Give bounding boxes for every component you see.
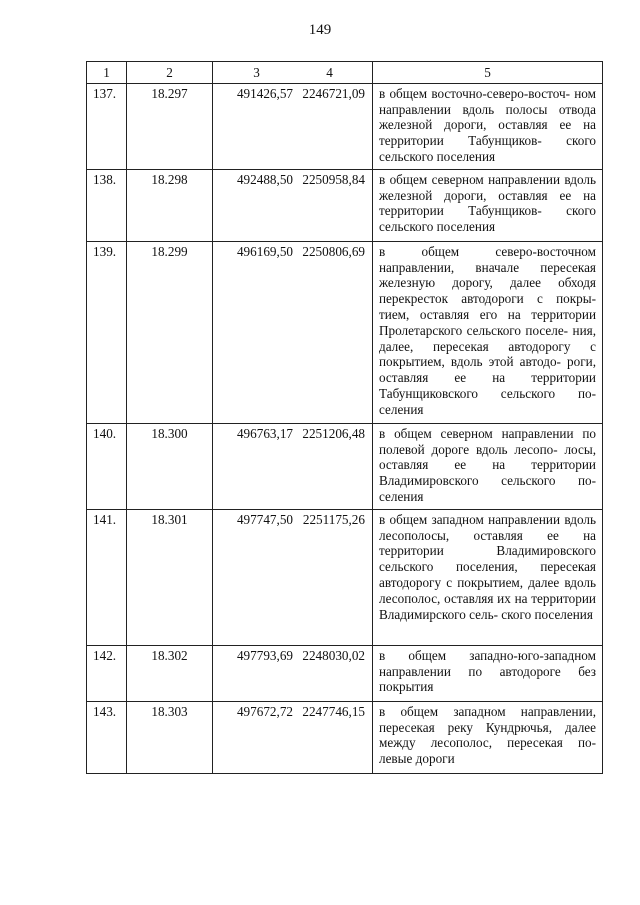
coord-y: 2247746,15	[302, 703, 365, 719]
row-number: 137.	[87, 83, 127, 169]
coord-y: 2250958,84	[302, 171, 365, 187]
table-header-row	[87, 62, 603, 84]
point-id: 18.298	[127, 169, 213, 241]
route-description: в общем северном направлении вдоль железной дороги, оставляя ее на территории Табунщиков- ского сельского поселения	[373, 169, 603, 241]
table-row	[87, 701, 603, 773]
coord-x: 497793,69	[236, 647, 293, 663]
coordinates-cell	[213, 83, 373, 169]
coord-x: 496763,17	[236, 425, 293, 441]
route-description: в общем западном направлении вдоль лесополосы, оставляя ее на территории Владимировского сельского поселения, пересекая автодорогу с покрытием, далее вдоль лесополос, оставляя их на территории Владимирского сель- ского поселения	[373, 509, 603, 645]
coord-x: 492488,50	[236, 171, 293, 187]
point-id: 18.299	[127, 241, 213, 423]
row-number: 139.	[87, 241, 127, 423]
header-col-3-4	[213, 62, 373, 84]
route-description: в общем западном направлении, пересекая реку Кундрючья, далее между лесополос, пересекая по- левые дороги	[373, 701, 603, 773]
point-id: 18.300	[127, 423, 213, 509]
table-row	[87, 509, 603, 645]
coordinates-cell	[213, 169, 373, 241]
route-description: в общем северо-восточном направлении, вначале пересекая железную дорогу, далее обходя перекресток автодороги с покры- тием, оставляя его на территории Пролетарского сельского поселе- ния, далее, пересекая автодорогу с покрытием, вдоль этой автодо- роги, оставляя ее на территории Табунщиковского сельского по- селения	[373, 241, 603, 423]
table-row	[87, 423, 603, 509]
row-number: 140.	[87, 423, 127, 509]
coord-y: 2248030,02	[302, 647, 365, 663]
row-number: 138.	[87, 169, 127, 241]
route-description: в общем западно-юго-западном направлении по автодороге без покрытия	[373, 645, 603, 701]
table-row	[87, 645, 603, 701]
coord-y: 2246721,09	[302, 85, 365, 101]
coord-y: 2251206,48	[302, 425, 365, 441]
coord-x: 496169,50	[236, 243, 293, 259]
table-row	[87, 241, 603, 423]
row-number: 142.	[87, 645, 127, 701]
route-description: в общем северном направлении по полевой дороге вдоль лесопо- лосы, оставляя ее на территории Владимировского сельского по- селения	[373, 423, 603, 509]
coord-x: 497672,72	[236, 703, 293, 719]
header-col-4: 4	[326, 65, 333, 80]
header-col-3: 3	[253, 65, 260, 80]
table-row	[87, 169, 603, 241]
coord-x: 497747,50	[236, 511, 293, 527]
coordinates-cell	[213, 241, 373, 423]
point-id: 18.302	[127, 645, 213, 701]
point-id: 18.297	[127, 83, 213, 169]
coordinates-cell	[213, 701, 373, 773]
header-col-1: 1	[87, 62, 127, 84]
coordinates-cell	[213, 423, 373, 509]
header-col-5: 5	[373, 62, 603, 84]
page-number: 149	[308, 22, 332, 38]
route-description: в общем восточно-северо-восточ- ном направлении вдоль полосы отвода железной дороги, оставляя ее на территории Табунщиков- ского сельского поселения	[373, 83, 603, 169]
row-number: 143.	[87, 701, 127, 773]
point-id: 18.303	[127, 701, 213, 773]
header-col-2: 2	[127, 62, 213, 84]
boundary-description-table	[86, 61, 603, 774]
row-number: 141.	[87, 509, 127, 645]
coordinates-cell	[213, 509, 373, 645]
point-id: 18.301	[127, 509, 213, 645]
coord-y: 2251175,26	[302, 511, 365, 527]
coord-y: 2250806,69	[302, 243, 365, 259]
coordinates-cell	[213, 645, 373, 701]
table-row	[87, 83, 603, 169]
coord-x: 491426,57	[236, 85, 293, 101]
